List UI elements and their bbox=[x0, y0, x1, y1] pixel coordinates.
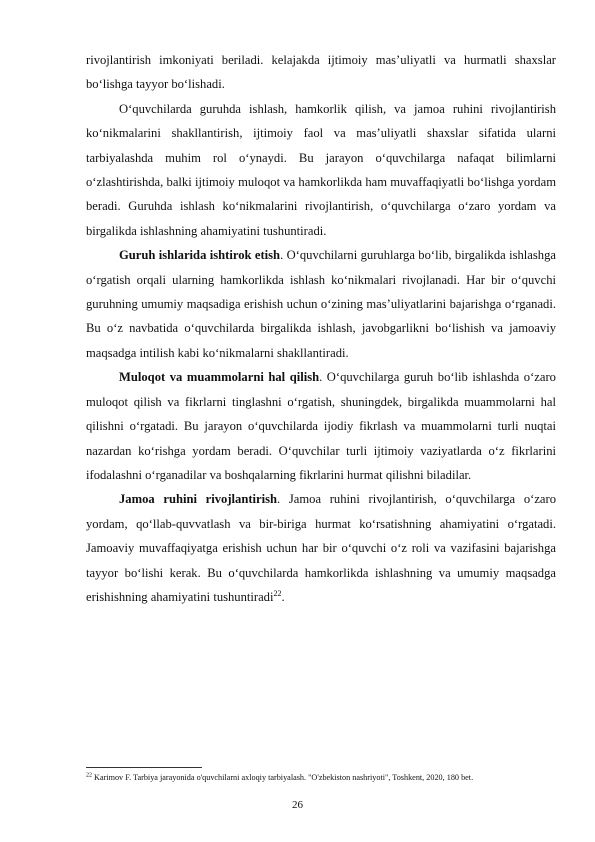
footnote-reference[interactable]: 22 bbox=[273, 588, 282, 598]
heading-participation: Guruh ishlarida ishtirok etish bbox=[119, 248, 281, 263]
paragraph-team-spirit bbox=[86, 487, 556, 609]
paragraph-end-period: . bbox=[281, 589, 285, 604]
page-body bbox=[86, 48, 556, 609]
footnote bbox=[86, 773, 556, 784]
heading-team-spirit: Jamoa ruhini rivojlantirish bbox=[119, 492, 278, 507]
paragraph-continued: rivojlantirish imkoniyati beriladi. kelajakda ijtimoiy mas’uliyatli va hurmatli shaxslar bo‘lishga tayyor bo‘lishadi. bbox=[86, 53, 556, 92]
paragraph-group-work: O‘quvchilarda guruhda ishlash, hamkorlik qilish, va jamoa ruhini rivojlantirish ko‘nikmalarini shakllantirish, ijtimoiy faol va mas’uliyatli shaxslar sifatida ularni tarbiyalashda muhim rol o‘ynaydi. Bu jarayon o‘quvchilarga nafaqat bilimlarni o‘zlashtirishda, balki ijtimoiy muloqot va hamkorlikda ham muvaffaqiyatli bo‘lishga yordam beradi. Guruhda ishlash ko‘nikmalarini rivojlantirish, o‘quvchilarga o‘zaro yordam va birgalikda ishlashning ahamiyatini tushuntiradi. bbox=[86, 101, 556, 238]
paragraph-participation-text: . O‘quvchilarni guruhlarga bo‘lib, birgalikda ishlashga o‘rgatish orqali ularning hamkorlikda ishlash ko‘nikmalari rivojlanadi. Har bir o‘quvchi guruhning umumiy maqsadiga erishish uchun o‘zining mas’uliyatlarini bajarishga o‘rganadi. Bu o‘z navbatida o‘quvchilarda birgalikda ishlash, javobgarlikni bo‘lishish va jamoaviy maqsadga intilish kabi ko‘nikmalarni shakllantiradi. bbox=[86, 248, 556, 360]
footnote-text: Karimov F. Tarbiya jarayonida o'quvchilarni axloqiy tarbiyalash. "O'zbekiston nashriyoti", Toshkent, 2020, 180 bet. bbox=[92, 773, 474, 782]
footnote-divider bbox=[86, 767, 202, 768]
heading-communication: Muloqot va muammolarni hal qilish bbox=[119, 370, 320, 385]
paragraph-participation bbox=[86, 243, 556, 365]
paragraph-communication bbox=[86, 365, 556, 487]
paragraph-communication-text: . O‘quvchilarga guruh bo‘lib ishlashda o‘zaro muloqot qilish va fikrlarni tinglashni o‘rgatish, shuningdek, birgalikda muammolarni hal qilishni o‘rgatadi. Bu jarayon o‘quvchilarda ijodiy fikrlash va muammolarni turli nuqtai nazardan ko‘rishga yordam beradi. O‘quvchilar turli ijtimoiy vaziyatlarda o‘z fikrlarini ifodalashni o‘rganadilar va boshqalarning fikrlarini hurmat qilishni biladilar. bbox=[86, 370, 556, 482]
paragraph-team-spirit-text: . Jamoa ruhini rivojlantirish, o‘quvchilarga o‘zaro yordam, qo‘llab-quvvatlash va bir-biriga hurmat ko‘rsatishning ahamiyatini o‘rgatadi. Jamoaviy muvaffaqiyatga erishish uchun har bir o‘quvchi o‘z roli va vazifasini bajarishga tayyor bo‘lishi kerak. Bu o‘quvchilarda hamkorlikda ishlashning va umumiy maqsadga erishishning ahamiyatini tushuntiradi bbox=[86, 492, 556, 604]
footnote-number: 22 bbox=[86, 772, 92, 779]
page-number: 26 bbox=[292, 799, 303, 811]
